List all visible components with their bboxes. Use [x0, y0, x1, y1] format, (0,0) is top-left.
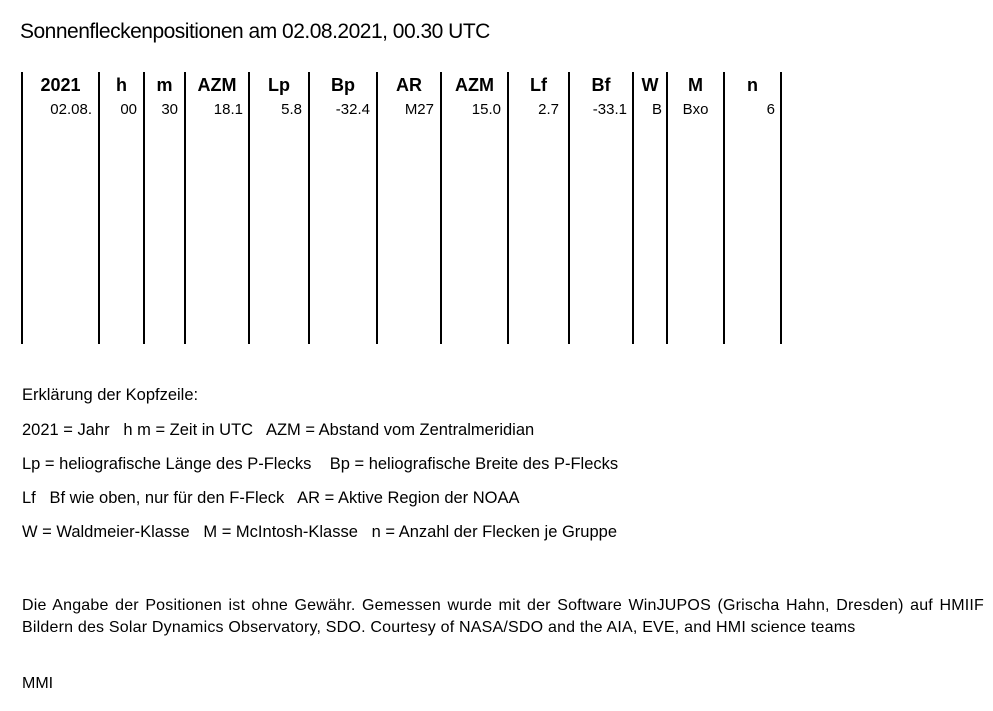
table-cell-lp: 5.8 [281, 101, 302, 118]
header-mcintosh: M [688, 75, 703, 95]
table-cell-count: 6 [766, 101, 775, 118]
table-cell-ar: M27 [404, 101, 434, 118]
table-cell-azm-p: 18.1 [213, 101, 243, 118]
table-cell-mcintosh: Bxo [682, 101, 709, 118]
header-bf: Bf [591, 75, 611, 95]
table-cell-minute: 30 [161, 101, 178, 118]
header-azm-p: AZM [197, 75, 237, 95]
table-cell-bp: -32.4 [335, 101, 370, 118]
header-bp: Bp [331, 75, 355, 95]
table-cell-hour: 00 [120, 101, 137, 118]
table-cell-date: 02.08. [50, 101, 92, 118]
table-cell-azm-f: 15.0 [471, 101, 501, 118]
header-hour: h [116, 75, 127, 95]
header-lf: Lf [530, 75, 547, 95]
legend-line: Lf Bf wie oben, nur für den F-Fleck AR = Aktive Region der NOAA [22, 489, 520, 507]
legend-line: W = Waldmeier-Klasse M = McIntosh-Klasse n = Anzahl der Flecken je Gruppe [22, 523, 618, 541]
header-ar: AR [396, 75, 422, 95]
table-cell-bf: -33.1 [592, 101, 627, 118]
legend-line: 2021 = Jahr h m = Zeit in UTC AZM = Abstand vom Zentralmeridian [22, 421, 535, 439]
signature: MMI [22, 675, 54, 692]
header-count: n [747, 75, 758, 95]
table-cell-lf: 2.7 [538, 101, 559, 118]
header-azm-f: AZM [455, 75, 494, 95]
legend-heading: Erklärung der Kopfzeile: [22, 386, 199, 404]
disclaimer-paragraph: Die Angabe der Positionen ist ohne Gewähr. Gemessen wurde mit der Software WinJUPOS (Grischa Hahn, Dresden) auf HMIIF Bildern des Solar Dynamics Observatory, SDO. Courtesy of NASA/SDO and the AIA, EVE, and HMI science teams [22, 597, 984, 636]
header-lp: Lp [268, 75, 290, 95]
header-year: 2021 [40, 75, 81, 95]
page-title: Sonnenfleckenpositionen am 02.08.2021, 00.30 UTC [20, 20, 490, 43]
legend-line: Lp = heliografische Länge des P-Flecks Bp = heliografische Breite des P-Flecks [22, 455, 619, 473]
header-minute: m [156, 75, 173, 95]
header-waldmeier: W [641, 75, 659, 95]
column-divider [780, 72, 782, 344]
table-cell-waldmeier: B [651, 101, 662, 118]
